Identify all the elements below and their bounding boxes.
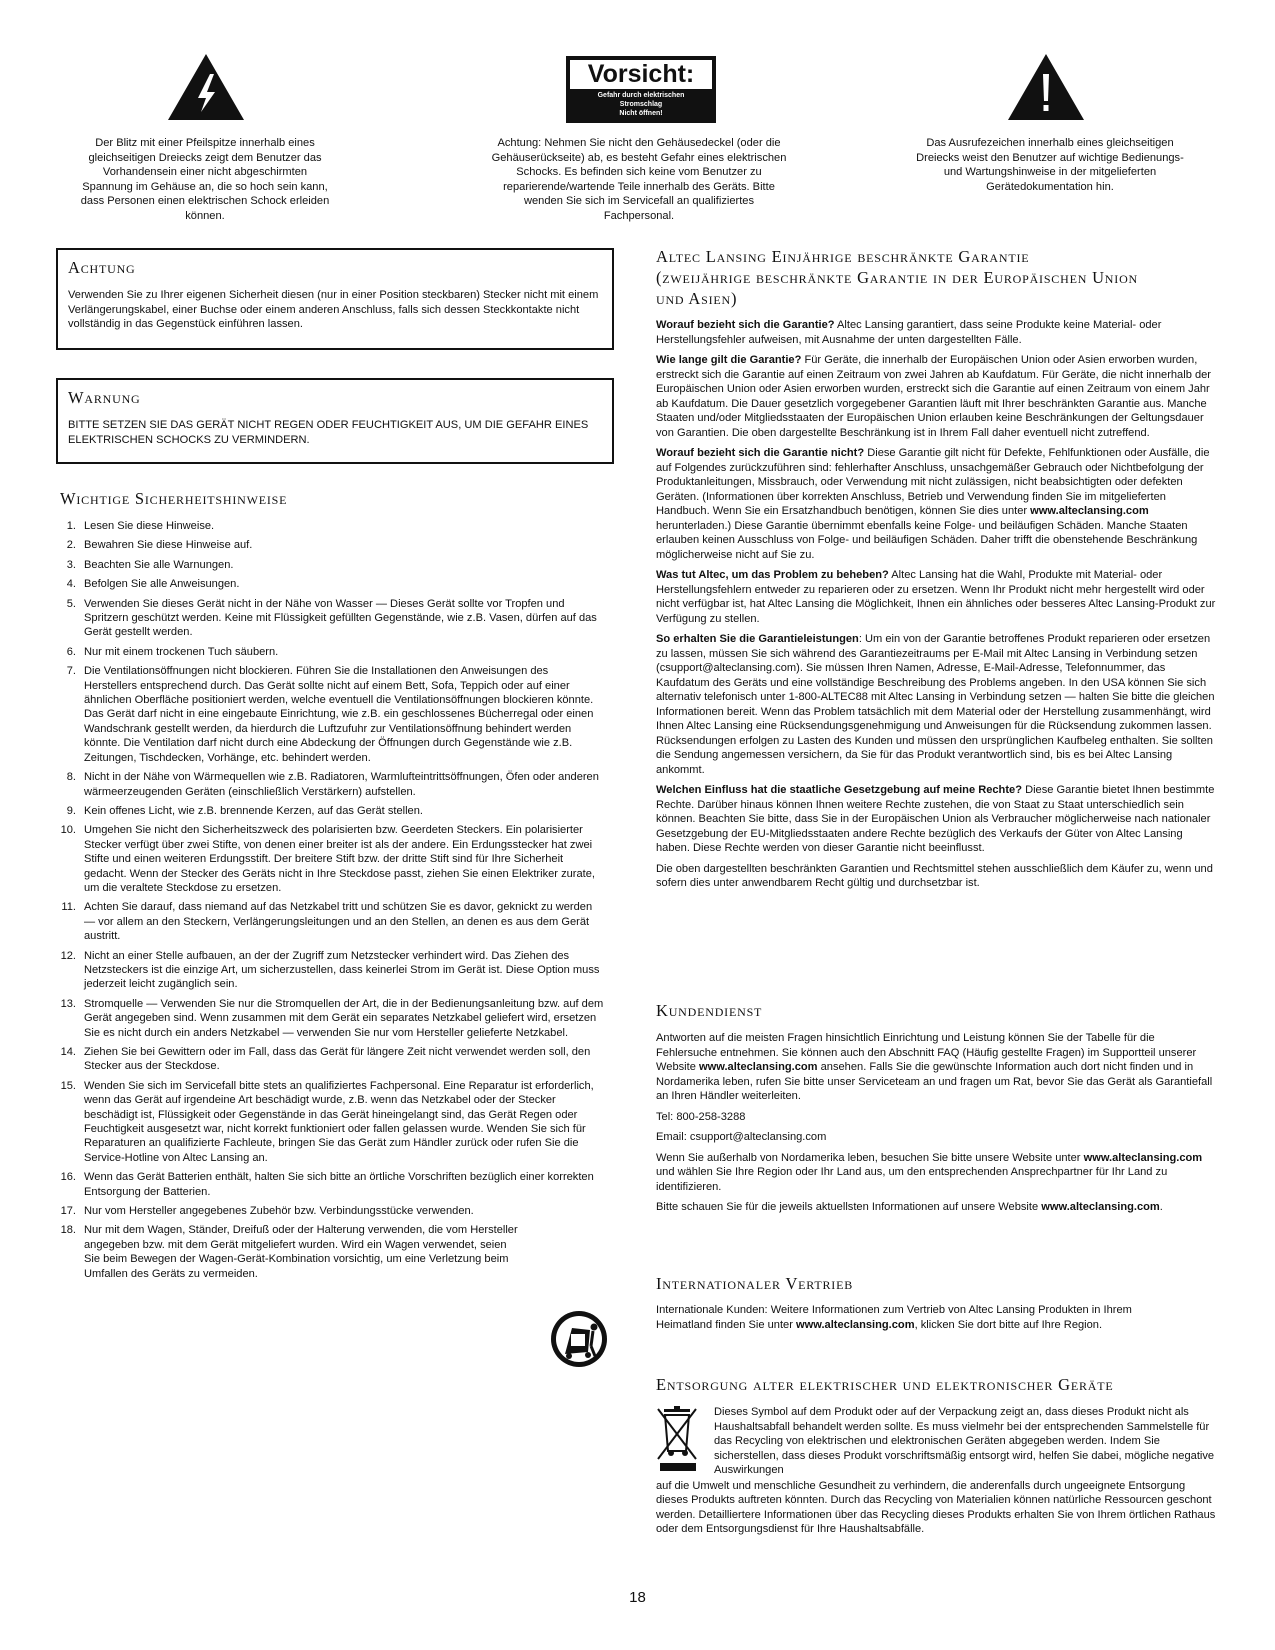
- warranty-q: Was tut Altec, um das Problem zu beheben?: [656, 569, 889, 581]
- safety-item-text: Wenden Sie sich im Servicefall bitte stets an qualifiziertes Fachpersonal. Eine Reparatur ist erforderlich, wenn das Gerät auf irgendeine Art beschädigt wurde, z.B. wenn das Netzkabel oder der Stecker beschädigt ist, Flüssigkeit oder Gegenstände in das Gerät hineingelangt sind, das Gerät Regen oder Feuchtigkeit ausgesetzt war, nicht korrekt funktioniert oder fallen gelassen wurde. Wenden Sie sich für Reparaturen an qualifizierte Fachleute, bringen Sie das Gerät zum Händler zurück oder rufen Sie die Service-Hotline von Altec Lansing an.: [84, 1079, 594, 1164]
- warnung-title: Warnung: [68, 388, 141, 407]
- safety-item: [56, 900, 604, 943]
- cart-tip-icon: [550, 1310, 608, 1368]
- safety-item: [56, 770, 604, 799]
- text-span: und wählen Sie Ihre Region oder Ihr Land aus, um den entsprechenden Ansprechpartner für Ihr Land zu identifizieren.: [656, 1166, 1168, 1193]
- safety-item-number: 8.: [66, 771, 76, 784]
- safety-item-text: Nicht in der Nähe von Wärmequellen wie z.B. Radiatoren, Warmlufteintrittsöffnungen, Öfen oder anderen wärmeerzeugenden Geräten (einschließlich Verstärkern) aufstellen.: [84, 771, 599, 798]
- safety-item: [56, 577, 604, 591]
- safety-item: [56, 645, 604, 659]
- entsorgung-text: Dieses Symbol auf dem Produkt oder auf der Verpackung zeigt an, dass dieses Produkt nicht als Haushaltsabfall behandelt werden sollte. Es muss vielmehr bei der entsprechenden Sammelstelle für das Recycling von elektrischen und elektronischen Geräten abgegeben werden. Indem Sie sicherstellen, dass dieses Produkt vorschriftsmäßig entsorgt wird, helfen Sie dabei, mögliche negative Auswirkungen: [714, 1406, 1215, 1476]
- safety-item-number: 10.: [60, 824, 76, 837]
- safety-item-text: Stromquelle — Verwenden Sie nur die Stromquellen der Art, die in der Bedienungsanleitung bzw. auf dem Gerät angegeben sind. Wenn zusammen mit dem Gerät ein separates Netzkabel geliefert wird, ersetzen Sie es nicht durch ein anders Netzkabel — verwenden Sie nur vom Hersteller gelieferte Netzkabel.: [84, 997, 604, 1039]
- safety-item-text: Lesen Sie diese Hinweise.: [84, 520, 215, 532]
- safety-item: [56, 997, 604, 1040]
- warranty-paragraph: [656, 632, 1216, 777]
- vertrieb-section: [656, 1273, 1216, 1338]
- website-link[interactable]: www.alteclansing.com: [1041, 1201, 1160, 1213]
- safety-item-text: Beachten Sie alle Warnungen.: [84, 558, 234, 571]
- page-number: 18: [629, 1589, 646, 1606]
- safety-item-text: Nur mit dem Wagen, Ständer, Dreifuß oder der Halterung verwenden, die vom Hersteller angegeben bzw. mit dem Gerät mitgeliefert wurden. Wird ein Wagen verwendet, seien Sie beim Bewegen der Wagen-Gerät-Kombination vorsichtig, um eine Verletzung beim Umfallen des Geräts zu vermeiden.: [84, 1224, 518, 1280]
- warranty-paragraph: [656, 353, 1216, 440]
- warranty-a: : Um ein von der Garantie betroffenes Produkt reparieren oder ersetzen zu lassen, müssen Sie sich während des Garantiezeitraums per E-Mail mit Altec Lansing in Verbindung setzen (csupport@alteclansing.com). Sie müssen Ihren Namen, Adresse, E-Mail-Adresse, Telefonnummer, das Kaufdatum des Geräts und eine vollständige Beschreibung des Problems angeben. In den USA können Sie sich alternativ telefonisch unter 1-800-ALTEC88 mit Altec Lansing in Verbindung setzen — halten Sie bitte die gleichen Informationen bereit. Wenn das Problem tatsächlich mit dem Material oder der Herstellung zusammenhängt, wird Ihnen Altec Lansing eine Rücksendungsgenehmigung und Anweisungen für die Rücksendung zukommen lassen. Rücksendungen erfolgen zu Lasten des Kunden und müssen den ursprünglichen Kaufbeleg enthalten. Sie sollten die Sendung angemessen versichern, da Sie für das Produkt verantwortlich sind, bis es bei Altec Lansing ankommt.: [656, 633, 1215, 776]
- achtung-text: Verwenden Sie zu Ihrer eigenen Sicherheit diesen (nur in einer Position steckbaren) Stecker nicht mit einem Verlängerungskabel, einer Buchse oder einem anderen Anschluss, falls sich dessen Steckkontakte nicht vollständig in das Gegenstück einführen lassen.: [68, 289, 599, 331]
- safety-item-number: 3.: [66, 558, 76, 571]
- safety-item-text: Umgehen Sie nicht den Sicherheitszweck des polarisierten bzw. Geerdeten Steckers. Ein polarisierter Stecker verfügt über zwei Stifte, von denen einer breiter ist als der andere. Ein Erdungsstecker hat zwei Stifte und einen weiteren Erdungsstift. Der breitere Stift bzw. der dritte Stift sind für Ihre Sicherheit gedacht. Wenn der Stecker des Geräts nicht in Ihre Steckdose passt, ziehen Sie einen Elektriker zurate, um die veraltete Steckdose zu ersetzen.: [84, 824, 595, 894]
- warranty-paragraph: Die oben dargestellten beschränkten Garantien und Rechtsmittel stehen ausschließlich dem Käufer zu, wenn und sofern dies unter anwendbarem Recht gültig und durchsetzbar ist.: [656, 862, 1213, 889]
- exclamation-caption: Das Ausrufezeichen innerhalb eines gleichseitigen Dreiecks weist den Benutzer auf wichtige Bedienungs- und Wartungshinweise in der mitgelieferten Gerätedokumentation hin.: [916, 137, 1184, 193]
- safety-item-text: Kein offenes Licht, wie z.B. brennende Kerzen, auf das Gerät stellen.: [84, 804, 423, 817]
- website-link[interactable]: www.alteclansing.com: [1030, 505, 1149, 517]
- safety-item-text: Achten Sie darauf, dass niemand auf das Netzkabel tritt und schützen Sie es davor, geknickt zu werden — vor allem an den Steckern, Verlängerungsleitungen und an den Stellen, an denen es aus dem Gerät austritt.: [84, 901, 593, 943]
- support-email[interactable]: Email: csupport@alteclansing.com: [656, 1131, 827, 1143]
- entsorgung-section: [656, 1374, 1216, 1543]
- caution-badge-title: Vorsicht:: [570, 60, 712, 89]
- website-link[interactable]: www.alteclansing.com: [1083, 1151, 1203, 1164]
- warnung-text: BITTE SETZEN SIE DAS GERÄT NICHT REGEN ODER FEUCHTIGKEIT AUS, UM DIE GEFAHR EINES ELEKTRISCHEN SCHOCKS ZU VERMINDERN.: [68, 419, 589, 446]
- safety-item-number: 9.: [66, 804, 76, 817]
- text-span: Internationale Kunden: Weitere Informationen zum Vertrieb von Altec Lansing Produkten in Ihrem Heimatland finden Sie unter: [656, 1304, 1132, 1331]
- safety-item-number: 4.: [66, 578, 76, 591]
- caution-caption: Achtung: Nehmen Sie nicht den Gehäusedeckel (oder die Gehäuserückseite) ab, es besteht Gefahr eines elektrischen Schocks. Es befinden sich keine vom Benutzer zu reparierende/wartende Teile innerhalb des Geräts. Bitte wenden Sie sich im Servicefall an qualifiziertes Fachpersonal.: [491, 137, 787, 222]
- safety-item: [56, 519, 604, 533]
- safety-item-number: 11.: [61, 901, 76, 914]
- phone-number: Tel: 800-258-3288: [656, 1110, 746, 1123]
- caution-badge-line: Nicht öffnen!: [619, 110, 663, 117]
- warranty-q: Worauf bezieht sich die Garantie?: [656, 319, 835, 331]
- warranty-heading-line: und Asien): [656, 289, 738, 308]
- exclamation-warning-icon: [1008, 54, 1084, 120]
- safety-heading: Wichtige Sicherheitshinweise: [60, 489, 288, 508]
- safety-item-text: Nicht an einer Stelle aufbauen, an der der Zugriff zum Netzstecker verhindert wird. Das Ziehen des Netzsteckers ist die einzige Art, um sicherzustellen, dass keinerlei Strom im Gerät ist. Diese Option muss jederzeit leicht zugänglich sein.: [84, 949, 600, 991]
- entsorgung-heading: Entsorgung alter elektrischer und elektronischer Geräte: [656, 1375, 1114, 1394]
- warranty-q: So erhalten Sie die Garantieleistungen: [656, 633, 859, 645]
- warranty-a: Für Geräte, die innerhalb der Europäischen Union oder Asien erworben wurden, erstreckt sich die Garantie auf einen Zeitraum von zwei Jahren ab Kaufdatum. Für Geräte, die nicht innerhalb der Europäischen Union oder Asien erworben wurden, erstreckt sich die Garantie auf einen Zeitraum von einem Jahr ab Kaufdatum. Die Dauer gesetzlich vorgegebener Garantien läuft mit Ihrer beschränkten Garantie aus. Manche Staaten und/oder Mitgliedsstaaten der Europäischen Union erlauben keine Beschränkungen der Geltungsdauer von Garantien. Die oben dargestellte Beschränkung ist in Ihrem Fall daher eventuell nicht zutreffend.: [656, 354, 1211, 439]
- safety-item-number: 2.: [66, 539, 76, 552]
- achtung-box: [56, 248, 614, 350]
- safety-item: [56, 1223, 604, 1281]
- entsorgung-text: auf die Umwelt und menschliche Gesundheit zu verhindern, die anderenfalls durch ungeeignete Entsorgung dieses Produkts auftreten könnten. Durch das Recycling von Materialien können natürliche Ressourcen geschont werden. Detailliertere Informationen über das Recycling dieses Produkts erhalten Sie von Ihrem örtlichen Rathaus oder dem Entsorgungsdienst für Ihre Haushaltsabfälle.: [656, 1479, 1216, 1535]
- safety-item: [56, 804, 604, 818]
- text-span: Wenn Sie außerhalb von Nordamerika leben, besuchen Sie bitte unsere Website unter: [656, 1151, 1084, 1164]
- vertrieb-paragraph: [656, 1303, 1186, 1332]
- safety-item-text: Nur mit einem trockenen Tuch säubern.: [84, 645, 279, 658]
- caution-badge-line: Gefahr durch elektrischen: [597, 92, 685, 99]
- safety-item-number: 17.: [60, 1205, 76, 1218]
- caution-badge-line: Stromschlag: [619, 101, 663, 108]
- safety-item-text: Nur vom Hersteller angegebenes Zubehör bzw. Verbindungsstücke verwenden.: [84, 1205, 474, 1218]
- text-span: Antworten auf die meisten Fragen hinsichtlich Einrichtung und Leistung können Sie der Tabelle für die Fehlersuche entnehmen. Sie können auch den Abschnitt FAQ (Häufig gestellte Fragen) im Supportteil unserer Website: [656, 1032, 1197, 1073]
- safety-item: [56, 558, 604, 572]
- safety-item-number: 14.: [60, 1046, 76, 1058]
- safety-item-number: 18.: [60, 1224, 76, 1237]
- warranty-paragraph: [656, 446, 1216, 562]
- warranty-a: Altec Lansing hat die Wahl, Produkte mit Material- oder Herstellungsfehlern entweder zu reparieren oder zu ersetzen. Wenn Ihr Produkt nicht mehr hergestellt wird oder nicht verfügbar ist, hat Altec Lansing die Möglichkeit, Ihnen ein ähnliches oder besseres Altec Lansing-Produkt zur Verfügung zu stellen.: [656, 569, 1216, 625]
- warranty-heading-line: (zweijährige beschränkte Garantie in der Europäischen Union: [656, 268, 1139, 287]
- website-link[interactable]: www.alteclansing.com: [796, 1318, 915, 1331]
- caution-badge: [566, 56, 716, 123]
- safety-item-text: Die Ventilationsöffnungen nicht blockieren. Führen Sie die Installationen den Anweisungen des Herstellers entsprechend durch. Das Gerät sollte nicht auf einem Bett, Sofa, Teppich oder auf einer ähnlichen Oberfläche positioniert werden, welche eventuell die Ventilationsöffnungen blockieren könnte. Das Gerät darf nicht in eine eingebaute Einrichtung, wie z.B. ein geschlossenes Bücherregal oder einen Wandschrank gestellt werden, da hierdurch die Luftzufuhr zur Ventilationsöffnung behindert werden könnte. Die Ventilation darf nicht durch eine Abdeckung der Öffnungen durch Gegenstände wie z.B. Zeitungen, Tischdecken, Vorhänge, etc. behindert werden.: [84, 665, 594, 764]
- safety-item: [56, 823, 604, 895]
- warranty-a: herunterladen.) Diese Garantie übernimmt ebenfalls keine Folge- und beiläufigen Schäden. Manche Staaten erlauben keinen Ausschluss von Folge- und beiläufigen Schäden. Daher trifft die obenstehende Beschränkung möglicherweise nicht auf Sie zu.: [656, 519, 1198, 561]
- safety-item: [56, 1170, 604, 1199]
- safety-item-number: 6.: [66, 645, 76, 658]
- lightning-caption: Der Blitz mit einer Pfeilspitze innerhalb eines gleichseitigen Dreiecks zeigt dem Benutzer das Vorhandensein einer nicht abgeschirmten Spannung im Gehäuse an, die so hoch sein kann, dass Personen einen elektrischen Schock erleiden können.: [80, 137, 330, 222]
- kundendienst-section: [656, 1000, 1216, 1221]
- safety-item: [56, 949, 604, 992]
- lightning-warning-icon: [168, 54, 244, 120]
- safety-item-text: Wenn das Gerät Batterien enthält, halten Sie sich bitte an örtliche Vorschriften bezüglich einer korrekten Entsorgung der Batterien.: [84, 1171, 594, 1198]
- safety-item-number: 5.: [66, 597, 76, 610]
- safety-list: [56, 519, 604, 1286]
- weee-bin-icon: [656, 1405, 714, 1478]
- safety-item-text: Befolgen Sie alle Anweisungen.: [84, 578, 240, 591]
- warranty-section: [656, 246, 1216, 897]
- warranty-paragraph: [656, 568, 1216, 626]
- safety-item-number: 13.: [60, 997, 76, 1010]
- warranty-q: Worauf bezieht sich die Garantie nicht?: [656, 447, 865, 459]
- safety-item: [56, 538, 604, 552]
- warranty-a: Diese Garantie bietet Ihnen bestimmte Rechte. Darüber hinaus können Ihnen weitere Rechte zustehen, die von Staat zu Staat unterschiedlich sein können. Beachten Sie bitte, dass Sie in der Europäischen Union als Verbraucher möglicherweise nach nationaler Gesetzgebung der EU-Mitgliedsstaaten andere Rechte bezüglich des Verkaufs der Güter von Altec Lansing haben. Diese Rechte werden von dieser Garantie nicht beeinflusst.: [656, 784, 1215, 854]
- warranty-paragraph: [656, 318, 1216, 347]
- text-span: , klicken Sie dort bitte auf Ihre Region.: [914, 1318, 1103, 1331]
- warranty-a: Diese Garantie gilt nicht für Defekte, Fehlfunktionen oder Ausfälle, die auf Folgendes zurückzuführen sind: fehlerhafter Anschluss, unsachgemäßer Gebrauch oder Nichtbefolgung der Produktanleitungen, Missbrauch, oder Verwendung mit nicht zulässigen, nicht beabsichtigten oder defekten Geräten. (Informationen über korrekten Anschluss, Betrieb und Verwendung finden Sie im mitgelieferten Handbuch. Wenn Sie ein Ersatzhandbuch benötigen, können Sie dies unter: [656, 447, 1210, 517]
- text-span: ansehen. Falls Sie die gewünschte Information auch dort nicht finden und in Nordamerika leben, rufen Sie bitte unser Serviceteam an und fragen um Rat, bevor Sie das Gerät als Garantiefall an Ihren Händler weiterleiten.: [656, 1061, 1213, 1102]
- text-span: .: [1159, 1201, 1163, 1213]
- safety-item: [56, 1204, 604, 1218]
- safety-item-text: Verwenden Sie dieses Gerät nicht in der Nähe von Wasser — Dieses Gerät sollte vor Tropfen und Spritzern geschützt werden. Keine mit Flüssigkeit gefüllten Gegenstände, wie z.B. Vasen, dürfen auf das Gerät gestellt werden.: [84, 597, 597, 639]
- safety-item: [56, 664, 604, 765]
- warnung-box: [56, 378, 614, 464]
- kundendienst-heading: Kundendienst: [656, 1001, 763, 1020]
- safety-item-text: Bewahren Sie diese Hinweise auf.: [84, 539, 253, 552]
- safety-item-number: 7.: [66, 665, 76, 678]
- safety-item: [56, 1079, 604, 1165]
- safety-item-number: 1.: [66, 520, 76, 532]
- warranty-a: Altec Lansing garantiert, dass seine Produkte keine Material- oder Herstellungsfehler aufweisen, mit Ausnahme der unten dargestellten Fälle.: [656, 319, 1162, 346]
- safety-item-number: 16.: [60, 1171, 76, 1184]
- safety-item-number: 15.: [60, 1079, 76, 1092]
- warranty-q: Wie lange gilt die Garantie?: [656, 354, 802, 366]
- warranty-paragraph: [656, 783, 1216, 856]
- safety-item-number: 12.: [60, 949, 76, 962]
- safety-item: [56, 597, 604, 640]
- website-link[interactable]: www.alteclansing.com: [698, 1061, 818, 1073]
- warranty-heading-line: Altec Lansing Einjährige beschränkte Garantie: [656, 247, 1030, 266]
- safety-item: [56, 1045, 604, 1074]
- achtung-title: Achtung: [68, 258, 136, 277]
- safety-item-text: Ziehen Sie bei Gewittern oder im Fall, dass das Gerät für längere Zeit nicht verwendet werden soll, den Stecker aus der Steckdose.: [84, 1046, 591, 1073]
- warranty-q: Welchen Einfluss hat die staatliche Gesetzgebung auf meine Rechte?: [656, 784, 1022, 796]
- kundendienst-paragraph: [656, 1200, 1216, 1215]
- kundendienst-paragraph: [656, 1031, 1216, 1104]
- text-span: Bitte schauen Sie für die jeweils aktuellsten Informationen auf unsere Website: [656, 1201, 1042, 1213]
- vertrieb-heading: Internationaler Vertrieb: [656, 1274, 854, 1293]
- kundendienst-paragraph: [656, 1151, 1216, 1195]
